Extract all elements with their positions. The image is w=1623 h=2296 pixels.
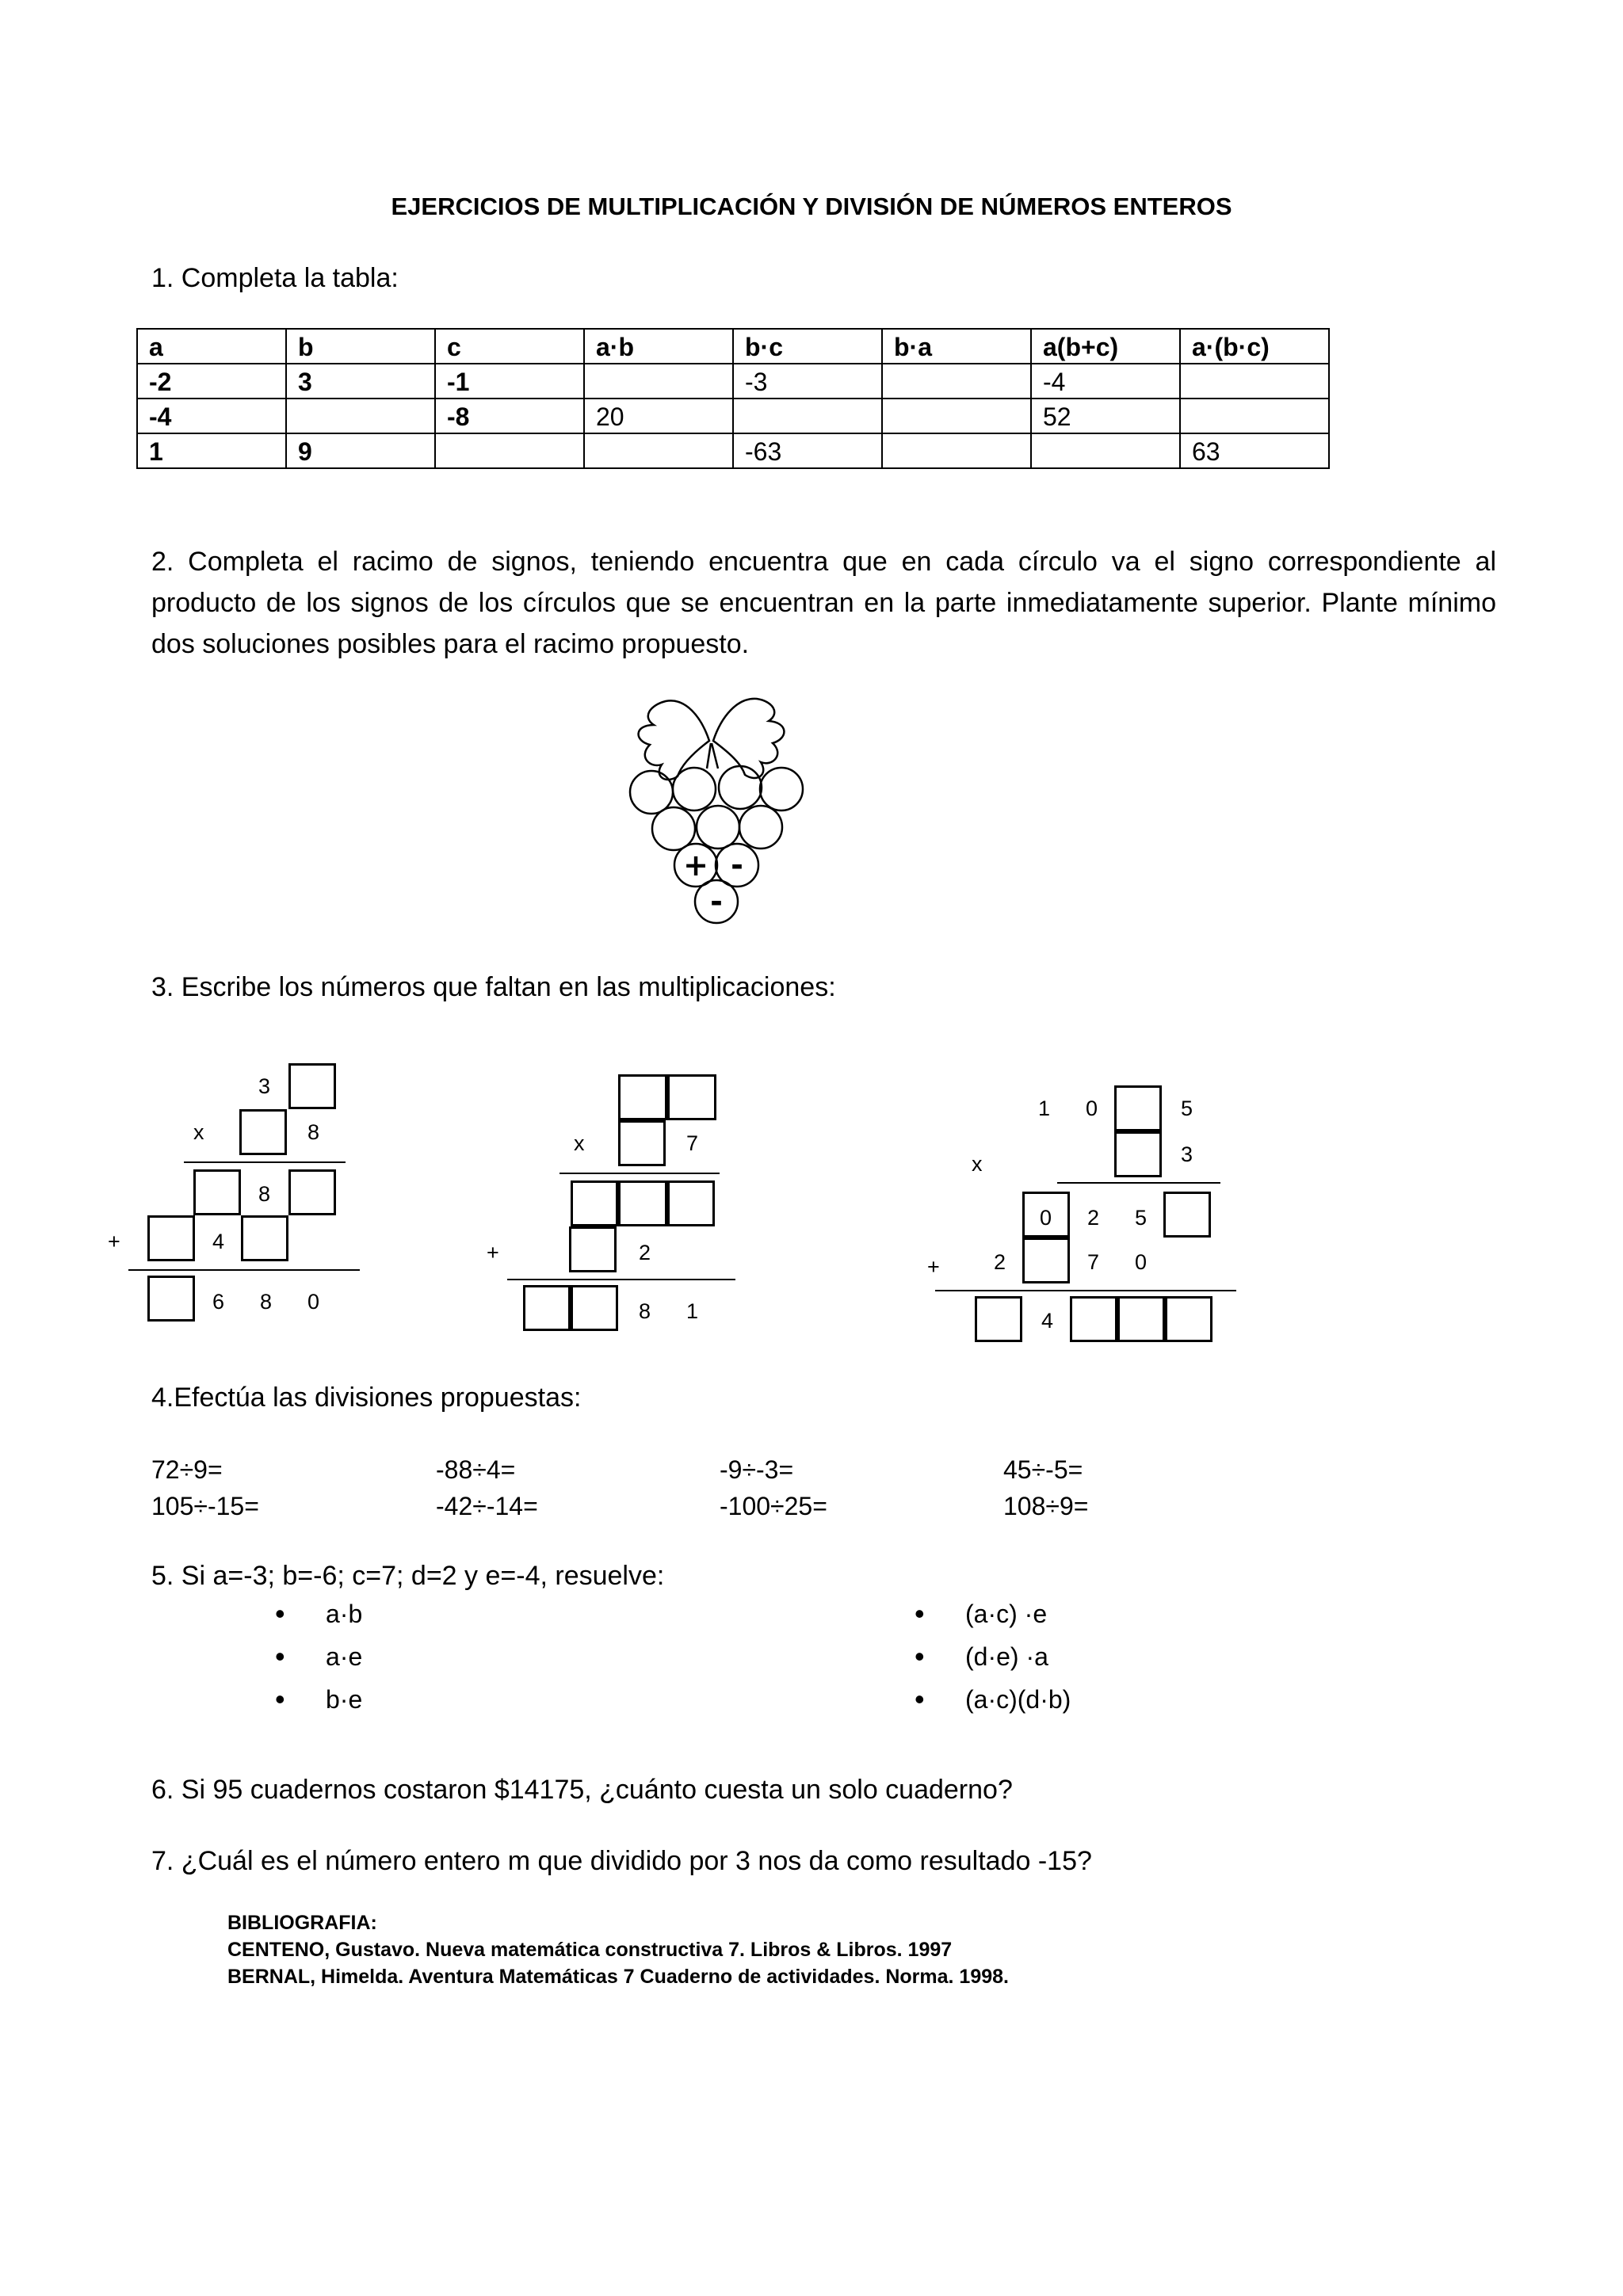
grape xyxy=(739,806,782,849)
list-item: • b·e xyxy=(275,1678,362,1721)
answer-box[interactable] xyxy=(523,1285,571,1331)
answer-box[interactable] xyxy=(1070,1296,1117,1342)
header-cell: b xyxy=(286,329,435,364)
digit: 0 xyxy=(1135,1250,1148,1274)
digit: 8 xyxy=(260,1290,273,1314)
digit: 4 xyxy=(1041,1309,1054,1333)
table-cell: 63 xyxy=(1180,433,1329,468)
table-cell xyxy=(584,364,733,399)
table-cell: -2 xyxy=(137,364,286,399)
q5-left-list xyxy=(275,1592,362,1721)
digit: 5 xyxy=(1135,1206,1148,1230)
division-item: 105÷-15= xyxy=(151,1492,259,1520)
table-header-row xyxy=(137,329,1329,364)
times-sign: x xyxy=(193,1120,204,1144)
plus-sign: + xyxy=(108,1230,120,1253)
answer-box[interactable] xyxy=(667,1180,715,1226)
digit: 2 xyxy=(639,1241,651,1264)
digit: 0 xyxy=(307,1290,320,1314)
header-cell: c xyxy=(435,329,584,364)
list-item: • a·b xyxy=(275,1592,362,1635)
bibliography-heading: BIBLIOGRAFIA: xyxy=(227,1912,377,1934)
digit: 3 xyxy=(258,1074,271,1098)
q6-text: 6. Si 95 cuadernos costaron $14175, ¿cuánto cuesta un solo cuaderno? xyxy=(151,1775,1013,1805)
table-row xyxy=(137,433,1329,468)
answer-box[interactable] xyxy=(288,1169,336,1215)
table-cell: 52 xyxy=(1031,399,1180,433)
table-cell xyxy=(435,433,584,468)
q4-label: 4.Efectúa las divisiones propuestas: xyxy=(151,1383,582,1413)
q3-label: 3. Escribe los números que faltan en las multiplicaciones: xyxy=(151,972,836,1002)
table-cell xyxy=(882,364,1031,399)
answer-box[interactable] xyxy=(147,1276,195,1322)
header-cell: b·a xyxy=(882,329,1031,364)
grape xyxy=(630,771,673,814)
table-cell xyxy=(733,399,882,433)
answer-box[interactable] xyxy=(1163,1192,1211,1238)
digit: 4 xyxy=(212,1230,225,1253)
table-cell xyxy=(286,399,435,433)
product-line xyxy=(1057,1182,1220,1184)
grape-sign: + xyxy=(683,848,708,883)
bibliography-entry: BERNAL, Himelda. Aventura Matemáticas 7 Cuaderno de actividades. Norma. 1998. xyxy=(227,1966,1009,1988)
table-cell: -1 xyxy=(435,364,584,399)
answer-box[interactable] xyxy=(571,1180,618,1226)
division-item: -42÷-14= xyxy=(436,1492,538,1520)
grape xyxy=(652,807,695,850)
answer-box[interactable] xyxy=(1022,1238,1070,1283)
division-item: 45÷-5= xyxy=(1003,1455,1083,1484)
table-cell xyxy=(584,433,733,468)
sum-line xyxy=(507,1279,735,1280)
table-cell: -63 xyxy=(733,433,882,468)
list-item: • (d·e) ·a xyxy=(915,1635,1071,1678)
digit: 5 xyxy=(1181,1097,1193,1120)
table-row xyxy=(137,364,1329,399)
sum-line xyxy=(935,1290,1236,1291)
grape xyxy=(760,768,803,810)
grape xyxy=(719,766,762,809)
header-cell: a xyxy=(137,329,286,364)
table-cell xyxy=(1180,364,1329,399)
q2-text: 2. Completa el racimo de signos, teniendo encuentra que en cada círculo va el signo correspondiente al producto de los signos de los círculos que se encuentran en la parte inmediatamente superior. Plante mínimo dos soluciones posibles para el racimo propuesto. xyxy=(151,547,1496,659)
answer-box[interactable] xyxy=(618,1180,667,1226)
digit: 0 xyxy=(1040,1206,1052,1230)
digit: 1 xyxy=(1038,1097,1051,1120)
answer-box[interactable] xyxy=(1114,1085,1162,1131)
grape-sign: - xyxy=(710,884,723,919)
grape-cluster-diagram xyxy=(618,681,824,935)
answer-box[interactable] xyxy=(1114,1131,1162,1177)
table-cell: -3 xyxy=(733,364,882,399)
digit: 1 xyxy=(686,1299,699,1323)
times-sign: x xyxy=(574,1131,585,1155)
answer-box[interactable] xyxy=(147,1215,195,1261)
answer-box[interactable] xyxy=(571,1285,618,1331)
digit: 8 xyxy=(258,1182,271,1206)
sum-line xyxy=(128,1269,360,1271)
bibliography xyxy=(227,1909,1009,1990)
q5-right-list xyxy=(915,1592,1071,1721)
digit: 0 xyxy=(1086,1097,1098,1120)
header-cell: a·b xyxy=(584,329,733,364)
answer-box[interactable] xyxy=(1165,1296,1212,1342)
table-cell: 3 xyxy=(286,364,435,399)
times-sign: x xyxy=(972,1152,983,1176)
list-item: • (a·c) ·e xyxy=(915,1592,1071,1635)
digit: 3 xyxy=(1181,1142,1193,1166)
values-table xyxy=(136,328,1330,469)
division-item: -88÷4= xyxy=(436,1455,516,1484)
digit: 2 xyxy=(994,1250,1006,1274)
plus-sign: + xyxy=(927,1255,940,1279)
table-cell xyxy=(882,399,1031,433)
division-item: -100÷25= xyxy=(720,1492,827,1520)
page-title: EJERCICIOS DE MULTIPLICACIÓN Y DIVISIÓN DE NÚMEROS ENTEROS xyxy=(391,193,1232,220)
product-line xyxy=(184,1161,346,1163)
product-line xyxy=(559,1173,720,1174)
digit: 8 xyxy=(639,1299,651,1323)
answer-box[interactable] xyxy=(618,1120,666,1166)
table-cell: 1 xyxy=(137,433,286,468)
q1-label: 1. Completa la tabla: xyxy=(151,263,399,293)
table-cell: -4 xyxy=(1031,364,1180,399)
answer-box[interactable] xyxy=(288,1063,336,1109)
digit: 8 xyxy=(307,1120,320,1144)
header-cell: a(b+c) xyxy=(1031,329,1180,364)
table-cell: -8 xyxy=(435,399,584,433)
bibliography-entry: CENTENO, Gustavo. Nueva matemática constructiva 7. Libros & Libros. 1997 xyxy=(227,1939,953,1961)
header-cell: b·c xyxy=(733,329,882,364)
table-row xyxy=(137,399,1329,433)
answer-box[interactable] xyxy=(241,1215,288,1261)
answer-box[interactable] xyxy=(1117,1296,1165,1342)
right-leaf xyxy=(713,699,784,778)
answer-box[interactable] xyxy=(193,1169,241,1215)
list-item: • a·e xyxy=(275,1635,362,1678)
digit: 7 xyxy=(1087,1250,1100,1274)
q5-label: 5. Si a=-3; b=-6; c=7; d=2 y e=-4, resuelve: xyxy=(151,1561,665,1591)
answer-box[interactable] xyxy=(569,1226,617,1272)
grape-sign: - xyxy=(731,848,743,883)
answer-box[interactable] xyxy=(667,1074,716,1120)
list-item: • (a·c)(d·b) xyxy=(915,1678,1071,1721)
division-item: 108÷9= xyxy=(1003,1492,1089,1520)
plus-sign: + xyxy=(487,1241,499,1264)
table-cell xyxy=(1180,399,1329,433)
answer-box[interactable] xyxy=(618,1074,667,1120)
answer-box[interactable] xyxy=(239,1109,287,1155)
table-cell: 9 xyxy=(286,433,435,468)
division-item: 72÷9= xyxy=(151,1455,223,1484)
table-cell xyxy=(1031,433,1180,468)
header-cell: a·(b·c) xyxy=(1180,329,1329,364)
digit: 2 xyxy=(1087,1206,1100,1230)
digit: 6 xyxy=(212,1290,225,1314)
table-cell: -4 xyxy=(137,399,286,433)
grape xyxy=(697,806,739,849)
grape xyxy=(673,768,716,810)
stem xyxy=(707,743,718,769)
answer-box[interactable] xyxy=(975,1296,1022,1342)
q7-text: 7. ¿Cuál es el número entero m que dividido por 3 nos da como resultado -15? xyxy=(151,1846,1092,1876)
division-item: -9÷-3= xyxy=(720,1455,794,1484)
table-cell: 20 xyxy=(584,399,733,433)
digit: 7 xyxy=(686,1131,699,1155)
table-cell xyxy=(882,433,1031,468)
